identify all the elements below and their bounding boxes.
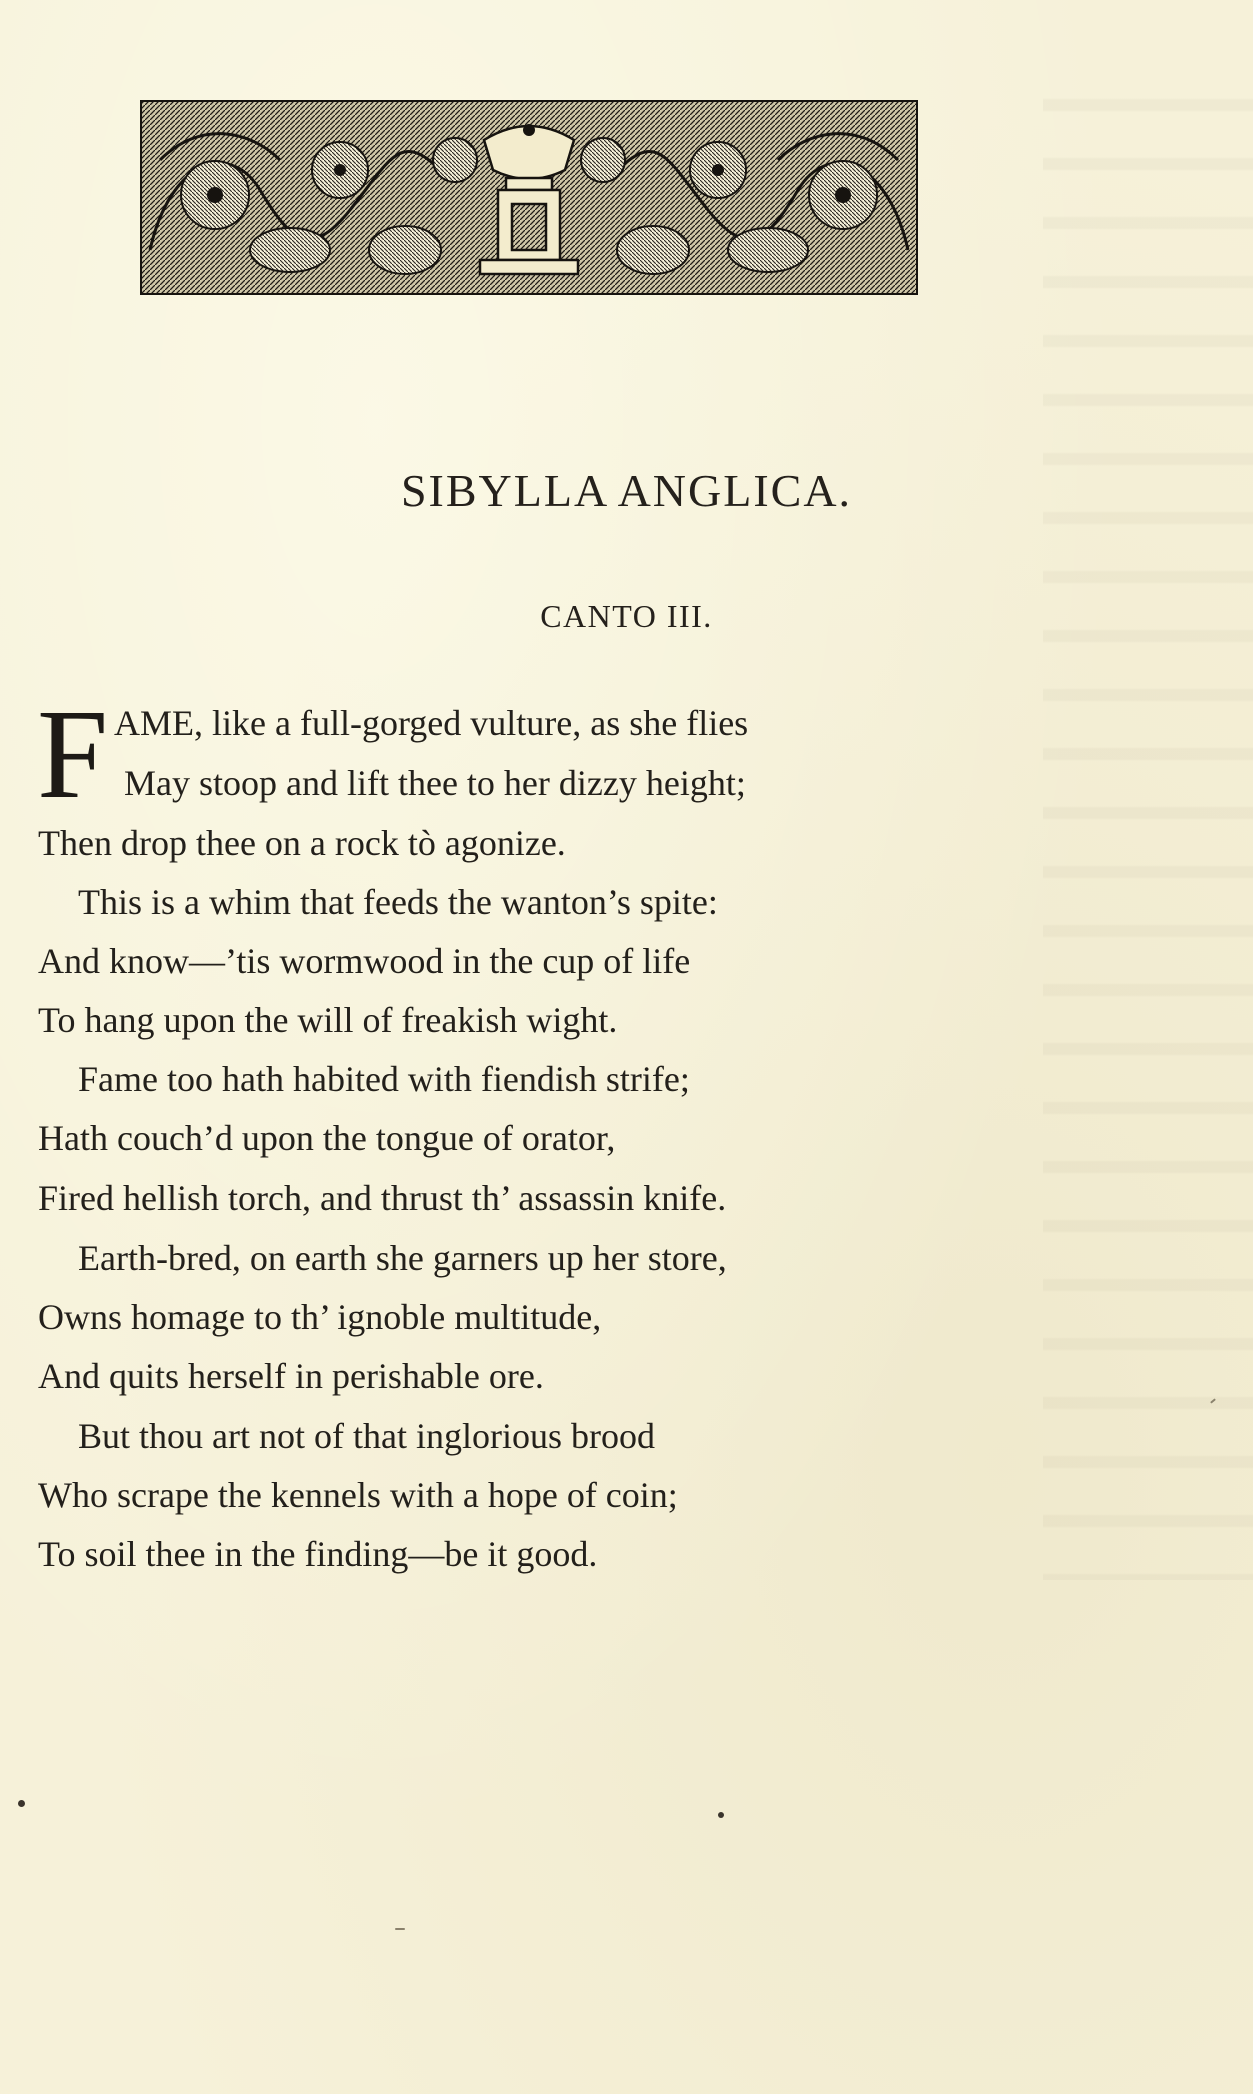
poem-line: Fame too hath habited with fiendish strife; bbox=[78, 1059, 690, 1099]
ink-speck bbox=[18, 1800, 25, 1807]
canto-heading: CANTO III. bbox=[540, 598, 713, 634]
poem-line: Earth-bred, on earth she garners up her store, bbox=[78, 1238, 727, 1278]
poem-line: And know—’tis wormwood in the cup of life bbox=[38, 941, 691, 981]
poem-line: Who scrape the kennels with a hope of coin; bbox=[38, 1475, 678, 1515]
poem-line: To soil thee in the finding—be it good. bbox=[38, 1534, 598, 1574]
poem-line: AME, like a full-gorged vulture, as she flies bbox=[114, 703, 749, 743]
poem-line: Hath couch’d upon the tongue of orator, bbox=[38, 1118, 616, 1158]
poem-line: May stoop and lift thee to her dizzy height; bbox=[124, 763, 746, 803]
poem-line: But thou art not of that inglorious brood bbox=[78, 1416, 655, 1456]
ink-speck bbox=[395, 1928, 405, 1930]
poem-line: Then drop thee on a rock tò agonize. bbox=[38, 823, 566, 863]
poem-line: And quits herself in perishable ore. bbox=[38, 1356, 544, 1396]
drop-cap: F bbox=[37, 683, 109, 825]
poem-line: This is a whim that feeds the wanton’s spite: bbox=[78, 882, 718, 922]
poem-line: To hang upon the will of freakish wight. bbox=[38, 1000, 618, 1040]
poem-line: Owns homage to th’ ignoble multitude, bbox=[38, 1297, 602, 1337]
poem-line: Fired hellish torch, and thrust th’ assassin knife. bbox=[38, 1178, 727, 1218]
page-title: SIBYLLA ANGLICA. bbox=[400, 465, 853, 516]
ink-speck bbox=[718, 1812, 724, 1818]
